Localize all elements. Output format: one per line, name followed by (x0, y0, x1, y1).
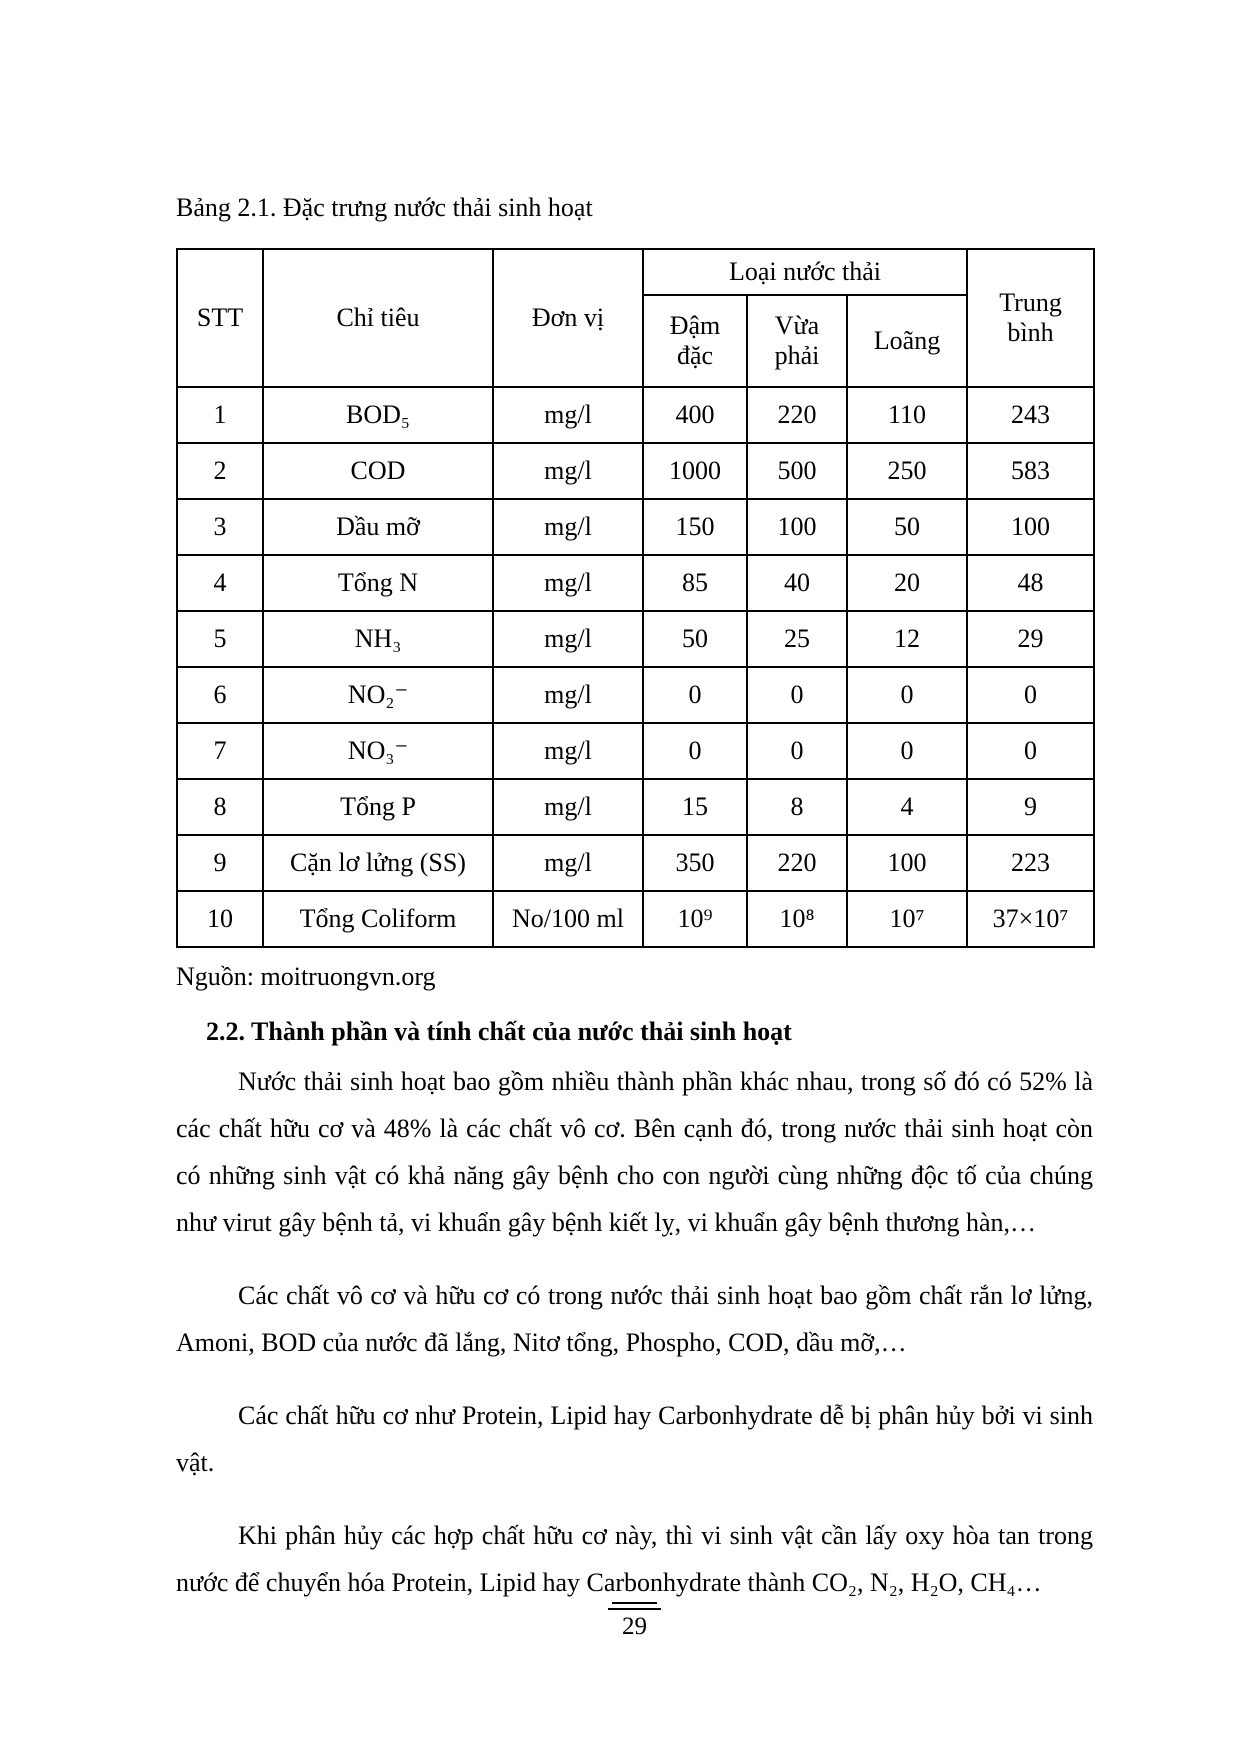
table-row (177, 499, 1094, 555)
cell-vua-phai: 8 (747, 779, 847, 835)
cell-chi-tieu: NO₂⁻ (263, 667, 493, 723)
cell-vua-phai: 100 (747, 499, 847, 555)
cell-chi-tieu: BOD₅ (263, 387, 493, 443)
header-vua-phai: Vừa phải (747, 295, 847, 387)
cell-dam-dac: 0 (643, 723, 747, 779)
cell-chi-tieu: COD (263, 443, 493, 499)
header-loang: Loãng (847, 295, 967, 387)
table-row (177, 555, 1094, 611)
cell-loang: 0 (847, 667, 967, 723)
table-row (177, 835, 1094, 891)
cell-stt: 8 (177, 779, 263, 835)
cell-loang: 100 (847, 835, 967, 891)
cell-dam-dac: 85 (643, 555, 747, 611)
cell-dam-dac: 15 (643, 779, 747, 835)
cell-vua-phai: 25 (747, 611, 847, 667)
header-don-vi: Đơn vị (493, 249, 643, 387)
cell-dam-dac: 1000 (643, 443, 747, 499)
cell-vua-phai: 0 (747, 667, 847, 723)
cell-dam-dac: 350 (643, 835, 747, 891)
cell-loang: 250 (847, 443, 967, 499)
cell-stt: 4 (177, 555, 263, 611)
cell-dam-dac: 400 (643, 387, 747, 443)
cell-don-vi: No/100 ml (493, 891, 643, 947)
cell-stt: 1 (177, 387, 263, 443)
cell-trung-binh: 100 (967, 499, 1094, 555)
table-row (177, 443, 1094, 499)
cell-don-vi: mg/l (493, 499, 643, 555)
body-paragraph: Khi phân hủy các hợp chất hữu cơ này, thì vi sinh vật cần lấy oxy hòa tan trong nước để chuyển hóa Protein, Lipid hay Carbonhydrate thành CO₂, N₂, H₂O, CH₄… (176, 1521, 1093, 1597)
cell-dam-dac: 150 (643, 499, 747, 555)
body-paragraph: Nước thải sinh hoạt bao gồm nhiều thành phần khác nhau, trong số đó có 52% là các chất hữu cơ và 48% là các chất vô cơ. Bên cạnh đó, trong nước thải sinh hoạt còn có những sinh vật có khả năng gây bệnh cho con người cùng những độc tố của chúng như virut gây bệnh tả, vi khuẩn gây bệnh kiết lỵ, vi khuẩn gây bệnh thương hàn,… (176, 1067, 1093, 1237)
cell-trung-binh: 48 (967, 555, 1094, 611)
table-row (177, 611, 1094, 667)
table-row (177, 779, 1094, 835)
cell-vua-phai: 0 (747, 723, 847, 779)
cell-trung-binh: 0 (967, 667, 1094, 723)
cell-stt: 2 (177, 443, 263, 499)
cell-trung-binh: 29 (967, 611, 1094, 667)
cell-don-vi: mg/l (493, 611, 643, 667)
cell-trung-binh: 583 (967, 443, 1094, 499)
cell-stt: 7 (177, 723, 263, 779)
cell-dam-dac: 50 (643, 611, 747, 667)
table-source: Nguồn: moitruongvn.org (176, 962, 436, 991)
cell-don-vi: mg/l (493, 443, 643, 499)
cell-don-vi: mg/l (493, 723, 643, 779)
table-row (177, 387, 1094, 443)
cell-chi-tieu: Tổng Coliform (263, 891, 493, 947)
cell-loang: 12 (847, 611, 967, 667)
cell-vua-phai: 10⁸ (747, 891, 847, 947)
cell-vua-phai: 40 (747, 555, 847, 611)
cell-trung-binh: 0 (967, 723, 1094, 779)
cell-don-vi: mg/l (493, 387, 643, 443)
cell-don-vi: mg/l (493, 555, 643, 611)
table-row (177, 891, 1094, 947)
header-dam-dac: Đậm đặc (643, 295, 747, 387)
wastewater-characteristics-table (176, 248, 1095, 948)
footer-separator-line (612, 1602, 657, 1604)
cell-loang: 10⁷ (847, 891, 967, 947)
cell-stt: 6 (177, 667, 263, 723)
table-row (177, 667, 1094, 723)
cell-chi-tieu: Tổng N (263, 555, 493, 611)
table-caption: Bảng 2.1. Đặc trưng nước thải sinh hoạt (176, 193, 593, 222)
cell-don-vi: mg/l (493, 667, 643, 723)
cell-dam-dac: 0 (643, 667, 747, 723)
cell-dam-dac: 10⁹ (643, 891, 747, 947)
cell-loang: 4 (847, 779, 967, 835)
cell-trung-binh: 243 (967, 387, 1094, 443)
cell-don-vi: mg/l (493, 779, 643, 835)
header-loai-nuoc-thai: Loại nước thải (643, 249, 967, 295)
cell-chi-tieu: Dầu mỡ (263, 499, 493, 555)
cell-trung-binh: 223 (967, 835, 1094, 891)
cell-chi-tieu: Tổng P (263, 779, 493, 835)
body-paragraph: Các chất hữu cơ như Protein, Lipid hay Carbonhydrate dễ bị phân hủy bởi vi sinh vật. (176, 1401, 1093, 1477)
cell-loang: 110 (847, 387, 967, 443)
cell-stt: 3 (177, 499, 263, 555)
cell-vua-phai: 220 (747, 387, 847, 443)
cell-vua-phai: 500 (747, 443, 847, 499)
header-chi-tieu: Chỉ tiêu (263, 249, 493, 387)
cell-chi-tieu: Cặn lơ lửng (SS) (263, 835, 493, 891)
header-trung-binh: Trung bình (967, 249, 1094, 387)
section-heading: 2.2. Thành phần và tính chất của nước thải sinh hoạt (206, 1017, 792, 1046)
footer-separator-line (608, 1608, 661, 1610)
cell-stt: 10 (177, 891, 263, 947)
cell-chi-tieu: NH₃ (263, 611, 493, 667)
cell-trung-binh: 37×10⁷ (967, 891, 1094, 947)
table-row (177, 723, 1094, 779)
cell-loang: 20 (847, 555, 967, 611)
cell-stt: 5 (177, 611, 263, 667)
cell-don-vi: mg/l (493, 835, 643, 891)
cell-trung-binh: 9 (967, 779, 1094, 835)
cell-stt: 9 (177, 835, 263, 891)
page-number: 29 (622, 1613, 647, 1640)
cell-vua-phai: 220 (747, 835, 847, 891)
cell-chi-tieu: NO₃⁻ (263, 723, 493, 779)
body-paragraph: Các chất vô cơ và hữu cơ có trong nước thải sinh hoạt bao gồm chất rắn lơ lửng, Amoni, BOD của nước đã lắng, Nitơ tổng, Phospho, COD, dầu mỡ,… (176, 1281, 1093, 1357)
header-stt: STT (177, 249, 263, 387)
page-footer (176, 1602, 1093, 1642)
cell-loang: 50 (847, 499, 967, 555)
table-header-row-1 (177, 249, 1094, 295)
cell-loang: 0 (847, 723, 967, 779)
